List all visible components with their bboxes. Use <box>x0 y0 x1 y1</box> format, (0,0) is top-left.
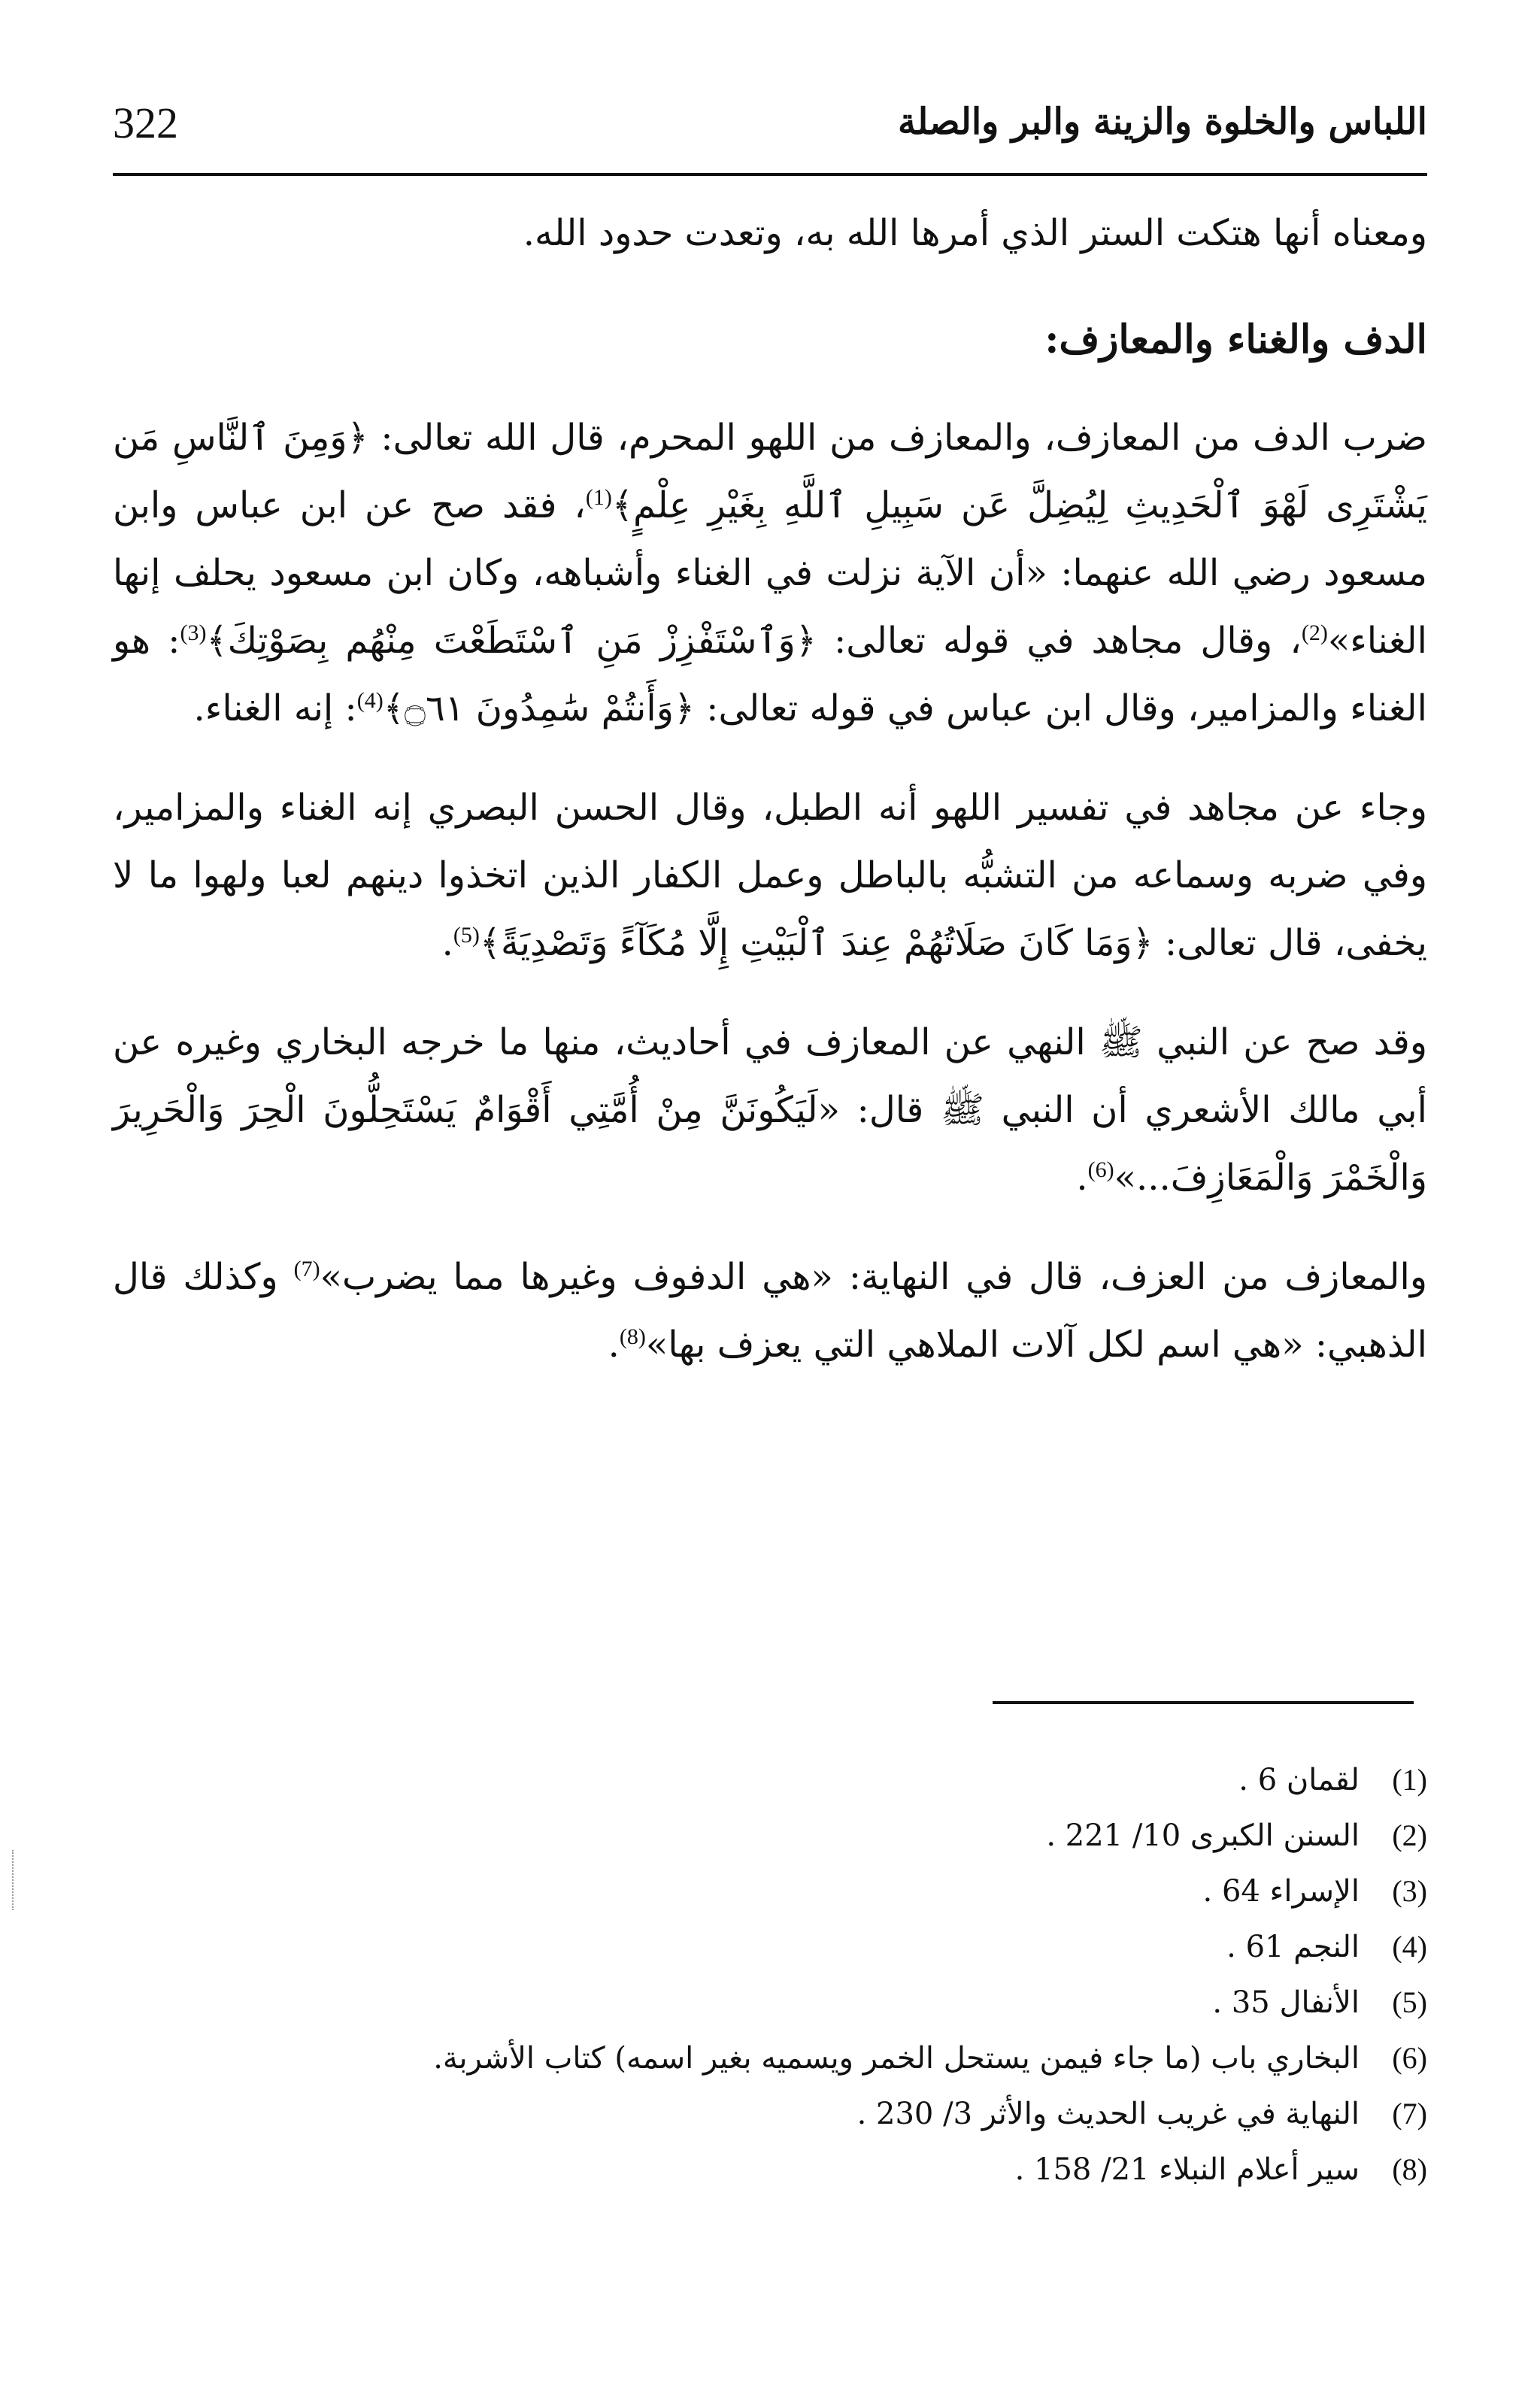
section-heading: الدف والغناء والمعازف: <box>1044 317 1427 362</box>
footnote-ref: (2) <box>1301 620 1328 645</box>
footnote-text: النهاية في غريب الحديث والأثر 3/ 230 . <box>856 2097 1360 2131</box>
footnote-ref: (5) <box>453 923 480 948</box>
footnote <box>113 1752 1427 1808</box>
footnote-ref: (7) <box>293 1257 320 1281</box>
footnote <box>113 2142 1427 2197</box>
footnote-number: (6) <box>1392 2041 1427 2075</box>
footnote <box>113 1864 1427 1919</box>
quran-verse: ﴿وَأَنتُمْ سَٰمِدُونَ ۝٦١﴾ <box>383 687 696 729</box>
footnote-number: (2) <box>1392 1818 1427 1852</box>
footnote <box>113 1975 1427 2030</box>
footnote-text: الأنفال 35 . <box>1212 1985 1360 2020</box>
text-run: ، فقد صح عن ابن عباس وابن مسعود رضي الله عنهما: «أن الآية نزلت في الغناء وأشباهه، وكان ابن مسعود يحلف إنها الغناء» <box>113 484 1427 662</box>
main-text <box>113 199 1427 1410</box>
footnotes <box>113 1752 1427 2197</box>
footnote-text: النجم 61 . <box>1226 1930 1360 1964</box>
paragraph <box>113 1008 1427 1212</box>
footnote-number: (8) <box>1392 2152 1427 2186</box>
footnote <box>113 1808 1427 1864</box>
text-run: والمعازف من العزف، قال في النهاية: «هي الدفوف وغيرها مما يضرب» <box>320 1256 1427 1298</box>
footnote-number: (4) <box>1392 1930 1427 1964</box>
footnote <box>113 2086 1427 2142</box>
hadith-quote: «لَيَكُونَنَّ مِنْ أُمَّتِي أَقْوَامٌ يَسْتَحِلُّونَ الْحِرَ وَالْحَرِيرَ وَالْخَمْرَ وَالْمَعَازِفَ...» <box>113 1089 1427 1199</box>
text-run: وقد صح عن النبي ﷺ النهي عن المعازف في أحاديث، منها ما خرجه البخاري وغيره عن أبي مالك الأشعري أن النبي ﷺ قال: <box>113 1021 1428 1131</box>
footnote-number: (1) <box>1392 1763 1427 1797</box>
paragraph <box>113 774 1427 977</box>
footnote-text: سير أعلام النبلاء 21/ 158 . <box>1014 2152 1360 2187</box>
running-title: اللباس والخلوة والزينة والبر والصلة <box>897 101 1427 143</box>
footnote <box>113 1919 1427 1975</box>
text-run: : هو الغناء والمزامير، وقال ابن عباس في قوله تعالى: <box>113 620 1427 729</box>
footnote-text: السنن الكبرى 10/ 221 . <box>1046 1818 1360 1853</box>
text-run: . <box>441 922 453 964</box>
quran-verse: ﴿وَمِنَ ٱلنَّاسِ مَن يَشْتَرِى لَهْوَ ٱلْحَدِيثِ لِيُضِلَّ عَن سَبِيلِ ٱللَّهِ بِغَيْرِ عِلْمٍ﴾ <box>113 417 1427 526</box>
footnote-ref: (8) <box>619 1324 646 1349</box>
text-run: وجاء عن مجاهد في تفسير اللهو أنه الطبل، وقال الحسن البصري إنه الغناء والمزامير، وفي ضربه وسماعه من التشبُّه بالباطل وعمل الكفار الذين اتخذوا دينهم لعبا ولهوا ما لا يخفى، قال تعالى: <box>113 787 1427 964</box>
text-run: : إنه الغناء. <box>193 687 357 729</box>
quran-verse: ﴿وَٱسْتَفْزِزْ مَنِ ٱسْتَطَعْتَ مِنْهُم بِصَوْتِكَ﴾ <box>206 620 817 662</box>
scan-margin-mark <box>12 1850 14 1910</box>
footnote-ref: (4) <box>356 688 383 713</box>
footnote <box>113 2030 1427 2086</box>
text-run: وكذلك قال الذهبي: «هي اسم لكل آلات الملاهي التي يعزف بها» <box>113 1256 1427 1366</box>
footnote-text: الإسراء 64 . <box>1202 1874 1360 1909</box>
footnote-text: البخاري باب (ما جاء فيمن يستحل الخمر ويسميه بغير اسمه) كتاب الأشربة. <box>433 2041 1360 2076</box>
footnote-number: (3) <box>1392 1874 1427 1908</box>
footnote-ref: (3) <box>180 620 207 645</box>
text-run: . <box>608 1324 620 1366</box>
page-number: 322 <box>113 99 178 147</box>
footnote-separator <box>993 1701 1414 1704</box>
footnote-number: (7) <box>1392 2097 1427 2131</box>
text-run: . <box>1076 1157 1088 1199</box>
footnote-text: لقمان 6 . <box>1238 1763 1360 1797</box>
text-run: ، وقال مجاهد في قوله تعالى: <box>816 620 1302 662</box>
page-header <box>113 90 1427 176</box>
quran-verse: ﴿وَمَا كَانَ صَلَاتُهُمْ عِندَ ٱلْبَيْتِ إِلَّا مُكَآءً وَتَصْدِيَةً﴾ <box>479 922 1153 964</box>
footnote-ref: (6) <box>1087 1157 1114 1182</box>
footnote-number: (5) <box>1392 1985 1427 2019</box>
paragraph <box>113 404 1427 742</box>
text-run: ضرب الدف من المعازف، والمعازف من اللهو المحرم، قال الله تعالى: <box>368 417 1427 459</box>
paragraph <box>113 1243 1427 1378</box>
footnote-ref: (1) <box>585 485 612 510</box>
paragraph: ومعناه أنها هتكت الستر الذي أمرها الله به، وتعدت حدود الله. <box>523 212 1427 254</box>
